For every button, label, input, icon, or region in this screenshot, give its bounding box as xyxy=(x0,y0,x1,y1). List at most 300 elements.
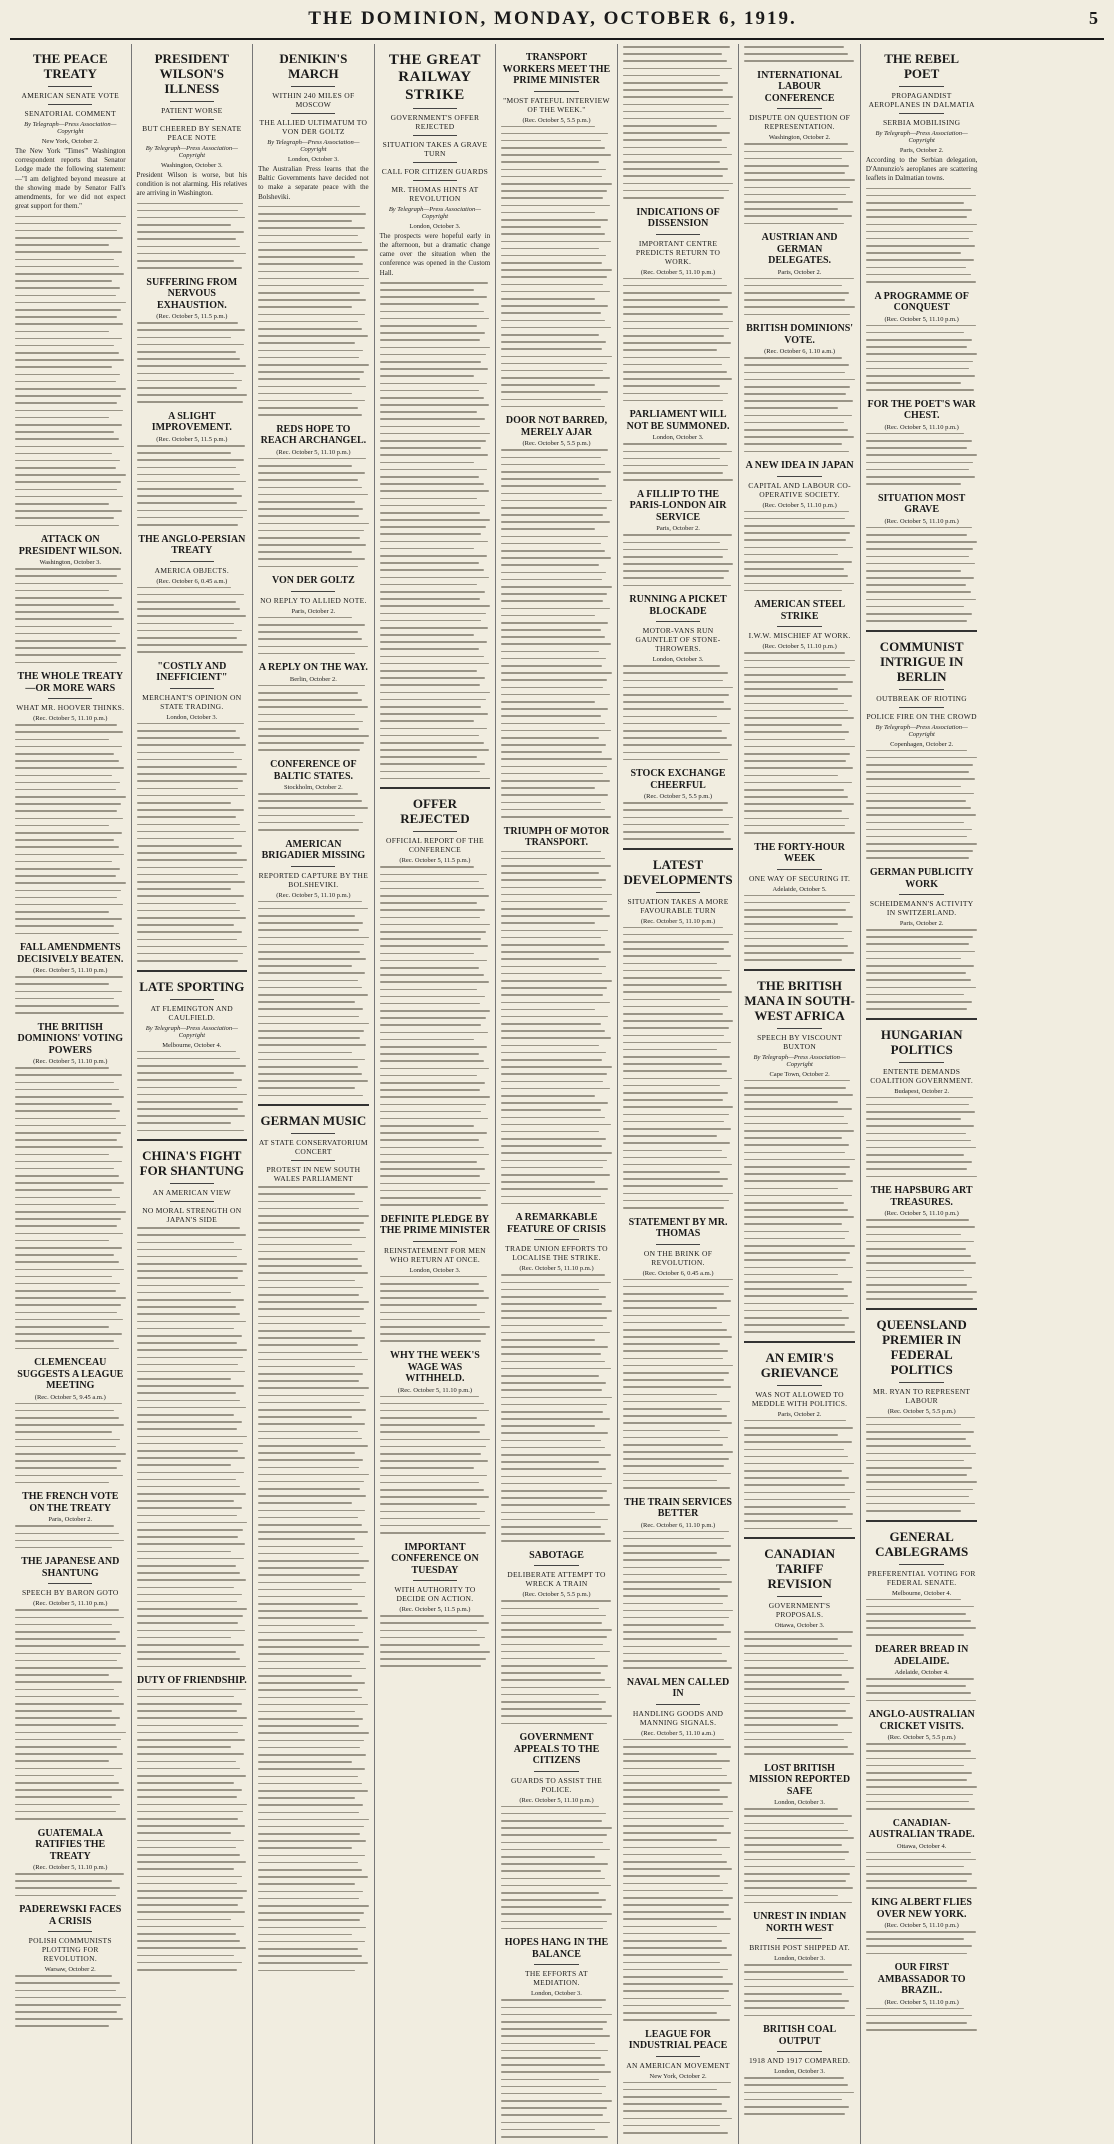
text-line xyxy=(744,1979,848,1981)
text-line xyxy=(137,1608,248,1610)
text-line xyxy=(380,1482,480,1484)
text-line xyxy=(744,952,853,954)
text-line xyxy=(15,626,112,628)
text-line xyxy=(15,1218,121,1220)
text-line xyxy=(744,292,849,294)
text-line xyxy=(137,1601,238,1603)
text-line xyxy=(623,1322,723,1324)
dateline: (Rec. October 5, 11.10 p.m.) xyxy=(884,1922,959,1930)
subheadline: AT STATE CONSERVATORIUM CONCERT xyxy=(258,1138,368,1157)
article-text-lines xyxy=(744,1631,855,1755)
text-line xyxy=(501,219,608,221)
text-line xyxy=(623,1811,734,1813)
text-line xyxy=(258,1330,352,1332)
text-line xyxy=(258,508,363,510)
headline: CHINA'S FIGHT FOR SHANTUNG xyxy=(139,1148,245,1179)
text-line xyxy=(380,960,487,962)
text-line xyxy=(866,2008,964,2010)
text-line xyxy=(744,1971,843,1973)
text-line xyxy=(866,389,974,391)
text-line xyxy=(866,1678,974,1680)
subheadline: BUT CHEERED BY SENATE PEACE NOTE xyxy=(142,123,242,142)
text-line xyxy=(623,1207,725,1209)
text-line xyxy=(258,1682,365,1684)
column-4 xyxy=(375,44,497,2144)
text-line xyxy=(866,1859,976,1861)
text-line xyxy=(501,1102,608,1104)
text-line xyxy=(866,281,976,283)
text-line xyxy=(15,1681,122,1683)
text-line xyxy=(866,188,971,190)
text-line xyxy=(744,539,846,541)
text-line xyxy=(15,1297,126,1299)
article-text-lines xyxy=(866,527,978,622)
divider xyxy=(777,1938,821,1939)
text-line xyxy=(15,1753,123,1755)
text-line xyxy=(744,386,850,388)
subheadline: POLISH COMMUNISTS PLOTTING FOR REVOLUTION. xyxy=(28,1936,112,1964)
text-line xyxy=(744,1851,849,1853)
text-line xyxy=(744,652,845,654)
text-line xyxy=(137,387,238,389)
text-line xyxy=(744,760,846,762)
text-line xyxy=(380,1075,477,1077)
text-line xyxy=(258,1610,362,1612)
text-line xyxy=(137,1108,239,1110)
text-line xyxy=(258,1001,355,1003)
text-line xyxy=(501,147,605,149)
text-line xyxy=(15,1547,112,1549)
dateline: Washington, October 2. xyxy=(768,134,831,142)
text-line xyxy=(137,1306,237,1308)
article xyxy=(744,1763,855,1904)
text-line xyxy=(258,1474,369,1476)
text-line xyxy=(501,183,612,185)
text-line xyxy=(623,1926,717,1928)
text-line xyxy=(137,723,244,725)
text-line xyxy=(15,1439,120,1441)
text-line xyxy=(137,816,237,818)
text-line xyxy=(623,1667,732,1669)
text-line xyxy=(15,640,116,642)
text-line xyxy=(380,1190,486,1192)
text-line xyxy=(258,1215,369,1217)
article-text-lines xyxy=(744,357,855,452)
text-line xyxy=(501,241,610,243)
dateline: New York, October 2. xyxy=(649,2072,707,2080)
article xyxy=(501,1550,612,1724)
text-line xyxy=(744,1645,851,1647)
text-line xyxy=(866,1801,969,1803)
text-line xyxy=(137,1421,242,1423)
text-line xyxy=(15,474,126,476)
text-line xyxy=(501,780,609,782)
text-line xyxy=(623,542,720,544)
text-line xyxy=(501,471,610,473)
text-line xyxy=(623,1200,729,1202)
text-line xyxy=(380,1118,488,1120)
text-line xyxy=(744,1880,846,1882)
dateline: Paris, October 2. xyxy=(899,146,944,154)
text-line xyxy=(501,262,602,264)
text-line xyxy=(380,282,488,284)
text-line xyxy=(501,1701,606,1703)
text-line xyxy=(15,323,123,325)
text-line xyxy=(744,1520,838,1522)
text-line xyxy=(744,1180,852,1182)
text-line xyxy=(623,1947,727,1949)
text-line xyxy=(501,1483,612,1485)
text-line xyxy=(744,1420,846,1422)
text-line xyxy=(258,972,365,974)
text-line xyxy=(15,875,116,877)
text-line xyxy=(15,1204,116,1206)
text-line xyxy=(744,583,853,585)
text-line xyxy=(501,291,609,293)
headline: THE PEACE TREATY xyxy=(32,51,108,81)
byline: By Telegraph—Press Association—Copyright xyxy=(145,1024,238,1039)
divider xyxy=(48,86,92,87)
text-line xyxy=(137,1725,243,1727)
article xyxy=(866,1185,978,1300)
article-text-lines xyxy=(744,278,855,316)
text-line xyxy=(258,1919,360,1921)
text-line xyxy=(623,118,731,120)
text-line xyxy=(501,1454,610,1456)
text-line xyxy=(258,1016,359,1018)
text-line xyxy=(258,1337,365,1339)
dateline: (Rec. October 6, 11.10 p.m.) xyxy=(640,1521,716,1529)
headline: DUTY OF FRIENDSHIP. xyxy=(136,1675,247,1687)
article-text-lines xyxy=(137,1051,248,1132)
text-line xyxy=(380,684,481,686)
text-line xyxy=(380,605,491,607)
text-line xyxy=(501,1174,609,1176)
text-line xyxy=(380,1475,487,1477)
article-text-lines xyxy=(866,2008,978,2031)
text-line xyxy=(258,728,359,730)
text-line xyxy=(623,451,732,453)
dateline: (Rec. October 6, 1.10 a.m.) xyxy=(764,348,836,356)
text-line xyxy=(866,1291,978,1293)
text-line xyxy=(258,1833,360,1835)
text-line xyxy=(137,838,234,840)
article-text-lines xyxy=(15,976,126,1014)
text-line xyxy=(866,599,976,601)
text-line xyxy=(866,1945,972,1947)
text-line xyxy=(501,1095,595,1097)
headline: AUSTRIAN AND GERMAN DELEGATES. xyxy=(761,232,838,267)
text-line xyxy=(501,305,608,307)
text-line xyxy=(137,1658,241,1660)
headline: LATE SPORTING xyxy=(139,978,245,994)
text-line xyxy=(137,1551,231,1553)
headline: THE BRITISH MANA IN SOUTH-WEST AFRICA xyxy=(744,977,855,1023)
text-line xyxy=(380,569,484,571)
text-line xyxy=(501,1658,595,1660)
dateline: London, October 3. xyxy=(774,2068,826,2076)
subheadline: WAS NOT ALLOWED TO MEDDLE WITH POLITICS. xyxy=(751,1389,848,1408)
text-line xyxy=(501,2086,606,2088)
text-line xyxy=(501,615,595,617)
text-line xyxy=(501,930,608,932)
text-line xyxy=(501,1651,609,1653)
text-line xyxy=(501,723,605,725)
text-line xyxy=(623,977,723,979)
text-line xyxy=(380,1658,486,1660)
text-line xyxy=(15,1631,120,1633)
text-line xyxy=(623,1976,724,1978)
text-line xyxy=(380,677,485,679)
article-text-lines xyxy=(744,2077,855,2115)
text-line xyxy=(258,1704,367,1706)
text-line xyxy=(501,1325,603,1327)
text-line xyxy=(258,1229,360,1231)
text-line xyxy=(501,586,612,588)
text-line xyxy=(137,1622,239,1624)
text-line xyxy=(380,318,489,320)
text-line xyxy=(258,1589,352,1591)
text-line xyxy=(501,1066,612,1068)
text-line xyxy=(15,760,119,762)
text-line xyxy=(258,1186,367,1188)
text-line xyxy=(501,2114,603,2116)
text-line xyxy=(501,658,606,660)
text-line xyxy=(380,433,491,435)
text-line xyxy=(137,1572,241,1574)
text-line xyxy=(501,1425,595,1427)
text-line xyxy=(380,938,482,940)
text-line xyxy=(501,1145,602,1147)
text-line xyxy=(623,328,729,330)
text-line xyxy=(501,1526,600,1528)
text-line xyxy=(866,850,973,852)
divider xyxy=(170,561,214,562)
text-line xyxy=(380,1096,491,1098)
text-line xyxy=(137,1349,248,1351)
text-line xyxy=(623,1861,727,1863)
divider xyxy=(899,707,944,708)
text-line xyxy=(744,710,848,712)
text-line xyxy=(501,593,607,595)
dateline: Paris, October 2. xyxy=(777,1410,822,1418)
text-line xyxy=(15,1689,114,1691)
text-line xyxy=(501,643,610,645)
text-line xyxy=(501,1296,606,1298)
text-line xyxy=(866,1627,976,1629)
text-line xyxy=(866,1931,976,1933)
text-line xyxy=(258,292,360,294)
text-line xyxy=(258,638,362,640)
text-line xyxy=(744,407,838,409)
text-line xyxy=(866,951,975,953)
text-line xyxy=(15,1168,114,1170)
text-line xyxy=(501,1490,607,1492)
article-text-lines xyxy=(15,1873,126,1896)
text-line xyxy=(866,1176,978,1178)
text-line xyxy=(623,1487,730,1489)
article-text-lines xyxy=(380,282,491,780)
text-line xyxy=(258,1445,367,1447)
text-line xyxy=(623,2118,732,2120)
text-line xyxy=(137,1414,234,1416)
text-line xyxy=(623,385,720,387)
text-line xyxy=(501,2100,612,2102)
text-line xyxy=(501,384,595,386)
text-line xyxy=(744,1231,849,1233)
text-line xyxy=(866,1460,964,1462)
text-line xyxy=(744,1830,848,1832)
text-line xyxy=(623,1358,724,1360)
text-line xyxy=(866,829,972,831)
text-line xyxy=(137,744,246,746)
text-line xyxy=(258,922,363,924)
divider xyxy=(48,1583,92,1584)
text-line xyxy=(258,1301,369,1303)
text-line xyxy=(501,298,595,300)
text-line xyxy=(15,1431,112,1433)
text-line xyxy=(380,1403,484,1405)
text-line xyxy=(380,555,487,557)
section-divider xyxy=(744,1537,855,1539)
text-line xyxy=(501,851,600,853)
text-line xyxy=(744,1166,850,1168)
text-line xyxy=(501,951,610,953)
text-line xyxy=(501,766,607,768)
text-line xyxy=(501,550,605,552)
article-text-lines xyxy=(866,433,978,485)
headline: THE WHOLE TREATY—OR MORE WARS xyxy=(17,671,124,694)
article-text-lines xyxy=(380,1396,491,1534)
text-line xyxy=(258,1409,366,1411)
text-line xyxy=(501,572,606,574)
text-line xyxy=(380,902,477,904)
dateline: Washington, October 3. xyxy=(161,161,223,169)
text-line xyxy=(15,1887,120,1889)
text-line xyxy=(623,1035,725,1037)
text-line xyxy=(137,1818,239,1820)
article-text-lines xyxy=(137,322,248,403)
text-line xyxy=(15,1796,112,1798)
article xyxy=(866,1897,978,1954)
text-line xyxy=(744,789,843,791)
text-line xyxy=(258,692,357,694)
text-line xyxy=(380,1111,482,1113)
text-line xyxy=(501,915,609,917)
text-line xyxy=(15,1482,109,1484)
article xyxy=(137,277,248,403)
text-line xyxy=(15,976,123,978)
text-line xyxy=(744,554,838,556)
text-line xyxy=(501,1461,598,1463)
text-line xyxy=(744,568,843,570)
subheadline: SITUATION TAKES A MORE FAVOURABLE TURN xyxy=(627,896,729,915)
text-line xyxy=(501,1913,612,1915)
text-line xyxy=(623,2082,731,2084)
text-line xyxy=(744,1195,851,1197)
dateline: London, October 3. xyxy=(409,222,461,230)
text-line xyxy=(501,1723,607,1725)
text-line xyxy=(744,1456,848,1458)
text-line xyxy=(137,1854,241,1856)
text-line xyxy=(380,720,474,722)
text-line xyxy=(15,1225,117,1227)
dateline: (Rec. October 5, 5.5 p.m.) xyxy=(522,116,591,124)
text-line xyxy=(137,1947,246,1949)
text-line xyxy=(15,1997,126,1999)
text-line xyxy=(744,1717,852,1719)
section-divider xyxy=(866,630,978,632)
text-line xyxy=(501,320,605,322)
text-line xyxy=(137,1407,246,1409)
text-line xyxy=(380,1175,481,1177)
text-line xyxy=(501,1411,603,1413)
text-line xyxy=(15,890,121,892)
text-line xyxy=(258,1941,365,1943)
article-text-lines xyxy=(380,1276,491,1342)
text-line xyxy=(623,1962,720,1964)
article-text-lines xyxy=(623,534,734,586)
text-line xyxy=(866,1147,976,1149)
text-line xyxy=(501,406,605,408)
text-line xyxy=(137,1529,243,1531)
text-line xyxy=(744,1710,846,1712)
text-line xyxy=(258,624,365,626)
subheadline: SENATORIAL COMMENT xyxy=(24,108,116,118)
text-line xyxy=(501,1533,605,1535)
text-line xyxy=(15,366,112,368)
text-line xyxy=(258,721,363,723)
article xyxy=(623,1677,734,2021)
article xyxy=(623,489,734,586)
text-line xyxy=(501,1023,600,1025)
subheadline: MERCHANT'S OPINION ON STATE TRADING. xyxy=(142,692,242,711)
text-line xyxy=(623,1603,724,1605)
text-line xyxy=(380,1132,487,1134)
text-line xyxy=(744,1202,843,1204)
text-line xyxy=(137,1876,242,1878)
text-line xyxy=(623,934,734,936)
text-line xyxy=(15,280,112,282)
text-line xyxy=(866,1431,974,1433)
text-line xyxy=(866,483,961,485)
text-line xyxy=(15,1732,126,1734)
article xyxy=(15,1022,126,1349)
text-line xyxy=(623,708,731,710)
headline: A NEW IDEA IN JAPAN xyxy=(745,460,854,472)
text-line xyxy=(744,1137,841,1139)
text-line xyxy=(866,836,968,838)
article xyxy=(15,1491,126,1548)
subheadline: IMPORTANT CENTRE PREDICTS RETURN TO WORK. xyxy=(635,238,721,266)
text-line xyxy=(15,1746,117,1748)
text-line xyxy=(866,1779,968,1781)
text-line xyxy=(744,451,849,453)
text-line xyxy=(623,154,732,156)
text-line xyxy=(623,1480,717,1482)
text-line xyxy=(744,575,848,577)
text-line xyxy=(744,1986,853,1988)
article xyxy=(744,46,855,62)
text-line xyxy=(15,295,116,297)
text-line xyxy=(623,1042,731,1044)
text-line xyxy=(258,908,367,910)
dateline: (Rec. October 5, 11.10 p.m.) xyxy=(519,1796,594,1804)
text-line xyxy=(501,672,612,674)
text-line xyxy=(744,1463,853,1465)
text-line xyxy=(623,752,720,754)
dateline: (Rec. October 5, 5.5 p.m.) xyxy=(887,1407,956,1415)
